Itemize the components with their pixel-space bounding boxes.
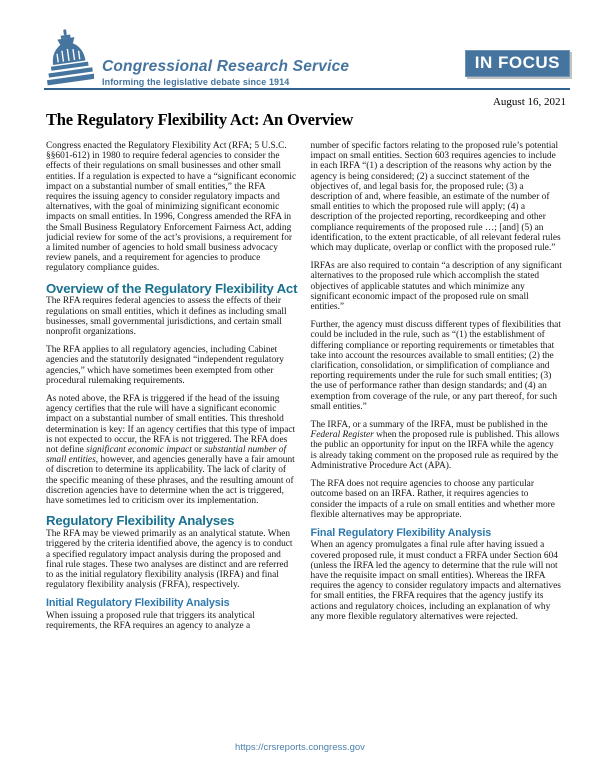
right-column	[311, 141, 563, 743]
capitol-dome-icon	[44, 28, 94, 91]
header	[44, 28, 570, 86]
analyses-paragraph: The RFA may be viewed primarily as an analytical statute. When triggered by the criteria identified above, the agency is to conduct a specified regulatory impact analysis during the proposed and final rule stages. These two analyses are distinct and are referred to as the initial regulatory flexibility analysis (IRFA) and final regulatory flexibility analysis (FRFA), respectively.	[46, 529, 293, 591]
subheading-frfa: Final Regulatory Flexibility Analysis	[310, 526, 492, 539]
irfa-paragraph-3: IRFAs are also required to contain “a description of any significant alternatives to the proposed rule which accomplish the stated objectives of applicable statutes and which minimize any significant economic impact of the proposed rule on small entities.”	[310, 261, 562, 313]
intro-paragraph: Congress enacted the Regulatory Flexibility Act (RFA; 5 U.S.C. §§601-612) in 1980 to require federal agencies to consider the effects of their regulations on small businesses and other small entities. If a regulation is expected to have a “significant economic impact on a substantial number of small entities,” the RFA requires the issuing agency to consider regulatory impacts and alternatives, with the goal of minimizing significant economic impacts on small entities. In 1996, Congress amended the RFA in the Small Business Regulatory Enforcement Fairness Act, adding judicial review for some of the act’s provisions, a requirement for a limited number of agencies to hold small business advocacy review panels, and a requirement for agencies to produce regulatory compliance guides.	[46, 141, 297, 274]
overview-paragraph-1: The RFA requires federal agencies to assess the effects of their regulations on small entities, which it defines as including small businesses, small governmental jurisdictions, and certain small nonprofit organizations.	[46, 296, 287, 338]
left-column	[46, 141, 298, 743]
irfa-paragraph-2: number of specific factors relating to the proposed rule’s potential impact on small entities. Section 603 requires agencies to include in each IRFA “(1) a description of the reasons why action by the agency is being considered; (2) a succinct statement of the objectives of, and legal basis for, the proposed rule; (3) a description of and, where feasible, an estimate of the number of small entities to which the proposed rule will apply; (4) a description of the projected reporting, recordkeeping and other compliance requirements of the proposed rule …; [and] (5) an identification, to the extent practicable, of all relevant federal rules which may duplicate, overlap or conflict with the proposed rule.”	[310, 141, 561, 254]
section-heading-overview: Overview of the Regulatory Flexibility Act	[46, 280, 298, 296]
irfa-paragraph-1: When issuing a proposed rule that triggers its analytical requirements, the RFA requires an agency to analyze a	[46, 610, 255, 632]
overview-paragraph-3: As noted above, the RFA is triggered if the head of the issuing agency certifies that the rule will have a significant economic impact on a substantial number of small entities. This threshold determination is key: If an agency certifies that this type of impact is not expected to occur, the RFA is not triggered. The RFA does not define significant economic impact or substantial number of small entities, however, and agencies generally have a fair amount of discretion to determine its applicability. The lack of clarity of the specific meaning of these phrases, and the resulting amount of discretion agencies have to determine when the act is triggered, have sometimes led to criticism over its implementation.	[46, 394, 296, 507]
irfa-paragraph-5: The IRFA, or a summary of the IRFA, must be published in the Federal Register when the proposed rule is published. This allows the public an opportunity for input on the IRFA while the agency is already taking comment on the proposed rule as required by the Administrative Procedure Act (APA).	[310, 420, 560, 471]
page-title: The Regulatory Flexibility Act: An Overview	[46, 110, 354, 129]
crs-logo	[44, 28, 349, 91]
footer	[0, 737, 600, 755]
org-name: Congressional Research Service	[102, 57, 350, 75]
document-date: August 16, 2021	[492, 96, 566, 108]
footer-url-link[interactable]: https://crsreports.congress.gov	[235, 742, 365, 753]
frfa-paragraph-1: When an agency promulgates a final rule after having issued a covered proposed rule, it must conduct a FRFA under Section 604 (unless the IRFA led the agency to determine that the rule will not have the requisite impact on small entities). Whereas the IRFA requires the agency to consider regulatory impacts and alternatives for small entities, the FRFA requires that the agency justify its actions and regulatory choices, including an explanation of why any more flexible regulatory alternatives were rejected.	[310, 540, 561, 622]
in-focus-badge: IN FOCUS	[465, 50, 570, 77]
logo-text	[102, 58, 349, 91]
irfa-paragraph-6: The RFA does not require agencies to choose any particular outcome based on an IRFA. Rather, it requires agencies to consider the impacts of a rule on small entities and whether more flexible alternatives may be appropriate.	[310, 479, 555, 520]
overview-paragraph-2: The RFA applies to all regulatory agencies, including Cabinet agencies and the statutorily designated “independent regulatory agencies,” which have sometimes been exempted from other procedural rulemaking requirements.	[46, 345, 284, 386]
org-tagline: Informing the legislative debate since 1914	[102, 77, 290, 87]
header-divider	[44, 88, 570, 90]
subheading-irfa: Initial Regulatory Flexibility Analysis	[46, 597, 230, 610]
section-heading-analyses: Regulatory Flexibility Analyses	[46, 513, 235, 529]
irfa-paragraph-4: Further, the agency must discuss different types of flexibilities that could be included in the rule, such as “(1) the establishment of differing compliance or reporting requirements or timetables that take into account the resources available to small entities; (2) the clarification, consolidation, or simplification of compliance and reporting requirements under the rule for such small entities; (3) the use of performance rather than design standards; and (4) an exemption from coverage of the rule, or any part thereof, for such small entities.”	[310, 320, 561, 412]
two-column-body	[46, 141, 562, 743]
